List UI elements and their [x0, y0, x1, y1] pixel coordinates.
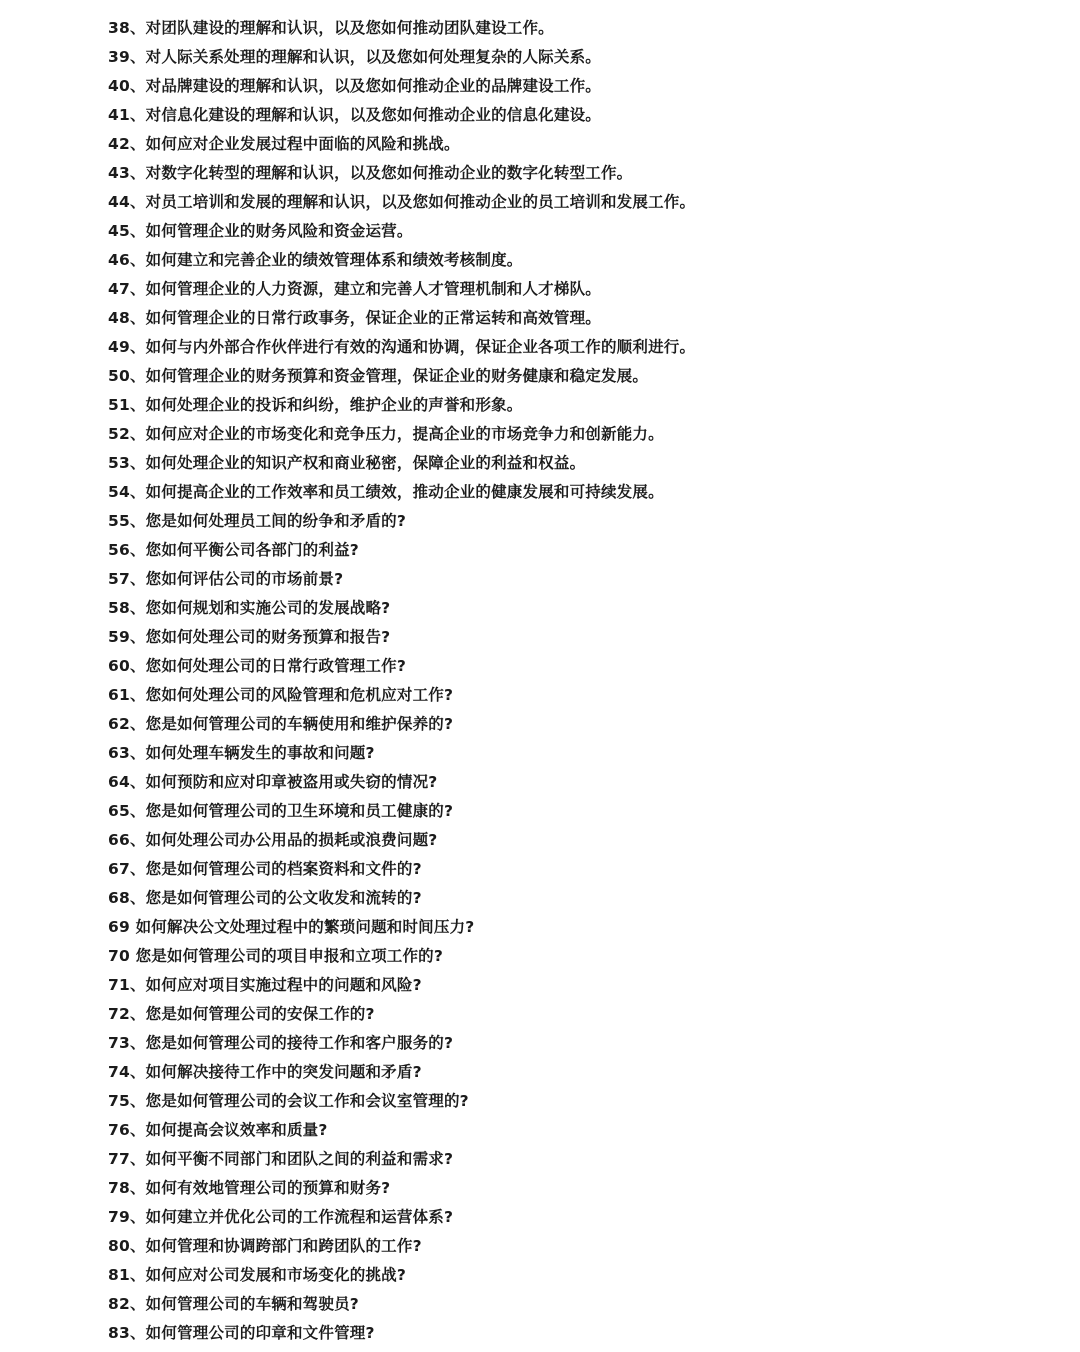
question-item: 41、对信息化建设的理解和认识，以及您如何推动企业的信息化建设。	[108, 106, 601, 124]
question-item: 52、如何应对企业的市场变化和竞争压力，提高企业的市场竞争力和创新能力。	[108, 425, 664, 443]
question-item: 49、如何与内外部合作伙伴进行有效的沟通和协调，保证企业各项工作的顺利进行。	[108, 338, 696, 356]
question-item: 57、您如何评估公司的市场前景?	[108, 570, 344, 588]
question-item: 42、如何应对企业发展过程中面临的风险和挑战。	[108, 135, 460, 153]
question-item: 64、如何预防和应对印章被盗用或失窃的情况?	[108, 773, 438, 791]
question-item: 67、您是如何管理公司的档案资料和文件的?	[108, 860, 422, 878]
question-item: 80、如何管理和协调跨部门和跨团队的工作?	[108, 1237, 422, 1255]
question-item: 58、您如何规划和实施公司的发展战略?	[108, 599, 391, 617]
question-item: 53、如何处理企业的知识产权和商业秘密，保障企业的利益和权益。	[108, 454, 586, 472]
question-item: 62、您是如何管理公司的车辆使用和维护保养的?	[108, 715, 454, 733]
question-item: 79、如何建立并优化公司的工作流程和运营体系?	[108, 1208, 454, 1226]
question-item: 59、您如何处理公司的财务预算和报告?	[108, 628, 391, 646]
question-item: 81、如何应对公司发展和市场变化的挑战?	[108, 1266, 407, 1284]
question-item: 63、如何处理车辆发生的事故和问题?	[108, 744, 375, 762]
question-item: 48、如何管理企业的日常行政事务，保证企业的正常运转和高效管理。	[108, 309, 601, 327]
question-item: 70 您是如何管理公司的项目申报和立项工作的?	[108, 947, 444, 965]
question-item: 73、您是如何管理公司的接待工作和客户服务的?	[108, 1034, 454, 1052]
question-item: 56、您如何平衡公司各部门的利益?	[108, 541, 359, 559]
question-item: 68、您是如何管理公司的公文收发和流转的?	[108, 889, 422, 907]
question-item: 82、如何管理公司的车辆和驾驶员?	[108, 1295, 359, 1313]
question-item: 38、对团队建设的理解和认识，以及您如何推动团队建设工作。	[108, 19, 554, 37]
question-item: 75、您是如何管理公司的会议工作和会议室管理的?	[108, 1092, 469, 1110]
question-item: 76、如何提高会议效率和质量?	[108, 1121, 328, 1139]
question-item: 39、对人际关系处理的理解和认识，以及您如何处理复杂的人际关系。	[108, 48, 601, 66]
question-item: 43、对数字化转型的理解和认识，以及您如何推动企业的数字化转型工作。	[108, 164, 633, 182]
question-item: 78、如何有效地管理公司的预算和财务?	[108, 1179, 391, 1197]
question-item: 69 如何解决公文处理过程中的繁琐问题和时间压力?	[108, 918, 475, 936]
question-item: 71、如何应对项目实施过程中的问题和风险?	[108, 976, 422, 994]
question-item: 77、如何平衡不同部门和团队之间的利益和需求?	[108, 1150, 454, 1168]
question-item: 55、您是如何处理员工间的纷争和矛盾的?	[108, 512, 407, 530]
question-item: 54、如何提高企业的工作效率和员工绩效，推动企业的健康发展和可持续发展。	[108, 483, 664, 501]
question-item: 66、如何处理公司办公用品的损耗或浪费问题?	[108, 831, 438, 849]
question-item: 46、如何建立和完善企业的绩效管理体系和绩效考核制度。	[108, 251, 523, 269]
question-item: 60、您如何处理公司的日常行政管理工作?	[108, 657, 407, 675]
question-item: 72、您是如何管理公司的安保工作的?	[108, 1005, 375, 1023]
question-item: 40、对品牌建设的理解和认识，以及您如何推动企业的品牌建设工作。	[108, 77, 601, 95]
question-item: 44、对员工培训和发展的理解和认识，以及您如何推动企业的员工培训和发展工作。	[108, 193, 696, 211]
question-item: 74、如何解决接待工作中的突发问题和矛盾?	[108, 1063, 422, 1081]
question-item: 45、如何管理企业的财务风险和资金运营。	[108, 222, 413, 240]
question-item: 83、如何管理公司的印章和文件管理?	[108, 1324, 375, 1342]
question-list	[108, 14, 1048, 1348]
question-item: 50、如何管理企业的财务预算和资金管理，保证企业的财务健康和稳定发展。	[108, 367, 649, 385]
question-item: 61、您如何处理公司的风险管理和危机应对工作?	[108, 686, 454, 704]
question-item: 47、如何管理企业的人力资源，建立和完善人才管理机制和人才梯队。	[108, 280, 601, 298]
question-item: 51、如何处理企业的投诉和纠纷，维护企业的声誉和形象。	[108, 396, 523, 414]
question-item: 65、您是如何管理公司的卫生环境和员工健康的?	[108, 802, 454, 820]
